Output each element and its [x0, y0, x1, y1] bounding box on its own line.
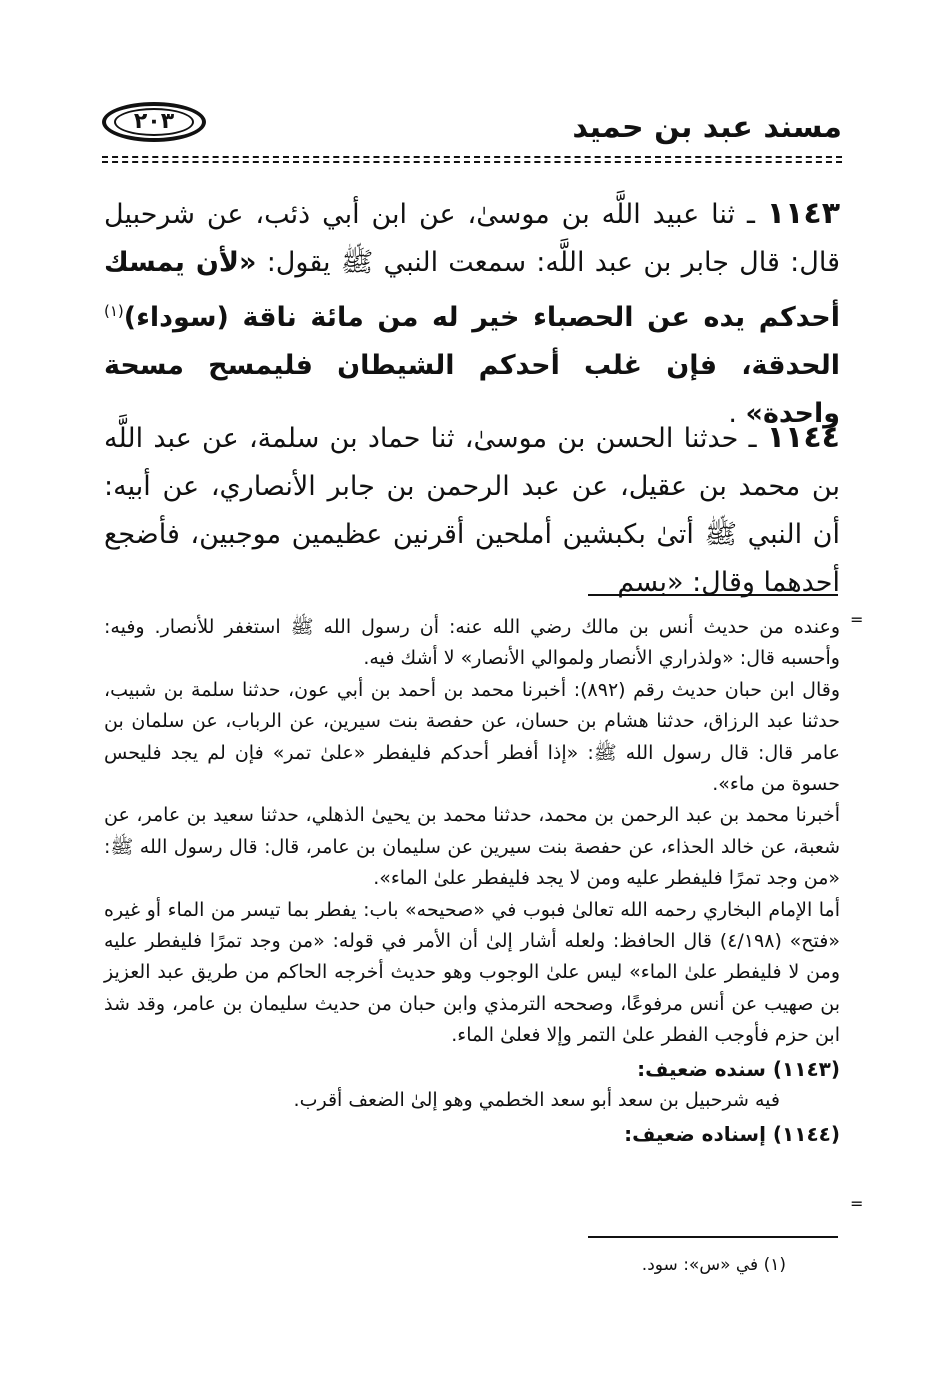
- continuation-mark: =: [850, 1194, 864, 1213]
- hadith-dash: ـ: [738, 423, 767, 454]
- hadith-number: ١١٤٣: [766, 196, 841, 231]
- hadith-number: ١١٤٤: [766, 420, 840, 455]
- hadith-isnad: ثنا عبيد اللَّه بن موسىٰ، عن ابن أبي ذئب، عن شرحبيل قال: قال جابر بن عبد اللَّه: سمعت النبي ﷺ يقول:: [104, 199, 840, 278]
- notes-separator: [588, 594, 838, 596]
- header-rule: [102, 156, 842, 158]
- footnote-separator: [588, 1236, 838, 1238]
- footnote-reference: (١): [104, 302, 124, 320]
- page-number-badge: [102, 102, 206, 142]
- header-rule-2: [102, 161, 842, 163]
- book-title: مسند عبد بن حميد: [572, 110, 842, 145]
- page-header: [100, 96, 842, 156]
- note-paragraph: أخبرنا محمد بن عبد الرحمن بن محمد، حدثنا محمد بن يحيىٰ الذهلي، حدثنا سعيد بن عامر، عن شعبة، عن خالد الحذاء، عن حفصة بنت سيرين عن سليمان بن عامر، قال: قال رسول الله ﷺ: «من وجد تمرًا فليفطر عليه ومن لا يجد فليفطر علىٰ الماء».: [104, 804, 840, 890]
- hadith-matn-continued: الحدقة، فإن غلب أحدكم الشيطان فليمسح مسحة واحدة»: [104, 350, 840, 429]
- grading-detail-1143: فيه شرحبيل بن سعد أبو سعد الخطمي وهو إلىٰ الضعف أقرب.: [293, 1089, 780, 1112]
- note-paragraph: وقال ابن حبان حديث رقم (٨٩٢): أخبرنا محمد بن أحمد بن أبي عون، حدثنا سلمة بن شبيب، حدثنا عبد الرزاق، حدثنا هشام بن حسان، عن حفصة بنت سيرين، عن الرباب، عن سلمان بن عامر قال: قال رسول الله ﷺ: «إذا أفطر أحدكم فليفطر «علىٰ تمر» فإن لم يجد فليحس حسوة من ماء».: [104, 678, 840, 796]
- hadith-matn: «لأن يمسك أحدكم يده عن الحصباء خير له من مائة ناقة (سوداء): [104, 247, 840, 333]
- hadith-1143: [104, 190, 840, 438]
- hadith-1144: [104, 414, 840, 607]
- grading-heading-1144: (١١٤٤) إسناده ضعيف:: [624, 1121, 840, 1146]
- page-number: ٢٠٣: [133, 109, 175, 134]
- note-paragraph: وعنده من حديث أنس بن مالك رضي الله عنه: أن رسول الله ﷺ استغفر للأنصار. وفيه: وأحسبه قال: «ولذراري الأنصار ولموالي الأنصار» لا أشك فيه.: [104, 616, 840, 670]
- note-paragraph: أما الإمام البخاري رحمه الله تعالىٰ فبوب في «صحيحه» باب: يفطر بما تيسر من الماء أو غيره «فتح» (٤/١٩٨) قال الحافظ: ولعله أشار إلىٰ أن الأمر في قوله: «من وجد تمرًا فليفطر عليه ومن لا فليفطر علىٰ الماء» ليس علىٰ الوجوب وهو حديث أخرجه الحاكم من طريق عبد العزيز بن صهيب عن أنس مرفوعًا، وصححه الترمذي وابن حبان من حديث سليمان بن عامر، وقد شذ ابن حزم فأوجب الفطر علىٰ التمر وإلا فعلىٰ الماء.: [104, 898, 840, 1047]
- footnote: (١) في «س»: سود.: [641, 1255, 786, 1275]
- hadith-end: .: [728, 398, 746, 429]
- continuation-mark: =: [850, 610, 864, 629]
- hadith-dash: ـ: [735, 199, 767, 230]
- grading-heading-1143: (١١٤٣) سنده ضعيف:: [637, 1056, 840, 1081]
- hadith-text: حدثنا الحسن بن موسىٰ، ثنا حماد بن سلمة، عن عبد اللَّه بن محمد بن عقيل، عن عبد الرحمن بن جابر الأنصاري، عن أبيه: أن النبي ﷺ أتىٰ بكبشين أملحين أقرنين عظيمين موجبين، فأضجع أحدهما وقال: «بسم: [104, 423, 840, 598]
- commentary-notes: [104, 612, 840, 1150]
